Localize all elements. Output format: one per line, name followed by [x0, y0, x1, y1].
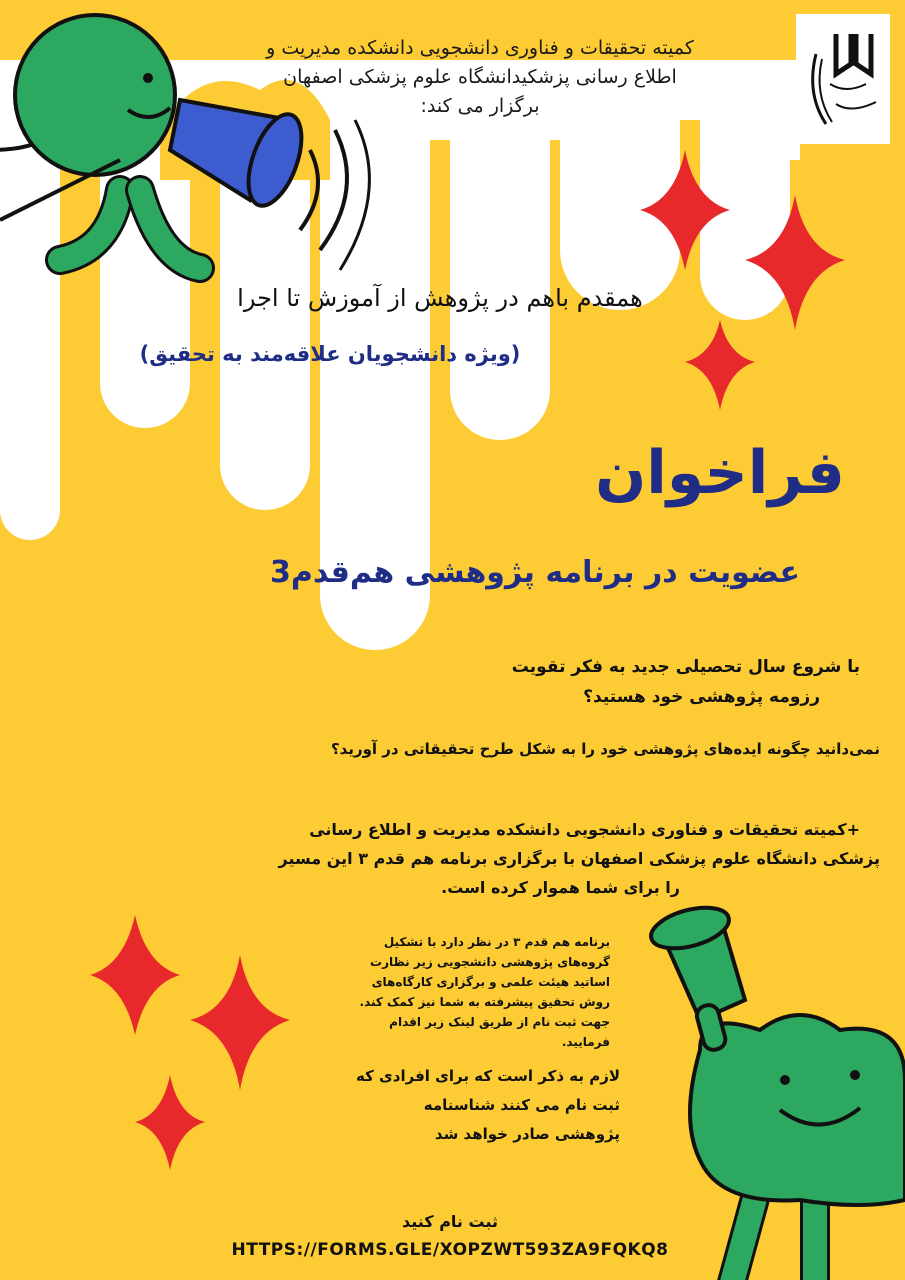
organizer-line2: اطلاع رسانی پزشکیدانشگاه علوم پزشکی اصفهان — [283, 66, 677, 88]
membership-title: عضویت در برنامه پژوهشی هم‌قدم3 — [270, 555, 800, 590]
register-label: ثبت نام کنید — [402, 1212, 498, 1231]
question-1-line1: با شروع سال تحصیلی جدید به فکر تقویت — [511, 657, 860, 677]
organizer-line3: برگزار می کند: — [420, 95, 540, 117]
organizer-text — [180, 34, 780, 121]
details-line2: گروه‌های پژوهشی دانشجویی زیر نظارت — [370, 955, 610, 969]
certificate-note — [250, 1062, 620, 1149]
details-line4: روش تحقیق پیشرفته به شما نیز کمک کند. — [359, 995, 610, 1009]
question-2: نمی‌دانید چگونه ایده‌های پژوهشی خود را به شکل طرح تحقیقاتی در آورید؟ — [330, 740, 880, 758]
note-line1: لازم به ذکر است که برای افرادی که — [356, 1067, 620, 1085]
organizer-line1: کمیته تحقیقات و فناوری دانشجویی دانشکده مدیریت و — [266, 37, 694, 59]
details-line5: جهت ثبت نام از طریق لینک زیر اقدام — [389, 1015, 610, 1029]
details-line3: اساتید هیئت علمی و برگزاری کارگاه‌های — [371, 975, 610, 989]
question-1 — [440, 652, 860, 712]
question-1-line2: رزومه پژوهشی خود هستید؟ — [583, 687, 820, 707]
register-link[interactable]: HTTPS://FORMS.GLE/XOPZWT593ZA9FQKQ8 — [231, 1240, 669, 1260]
call-title: فراخوان — [595, 438, 845, 508]
paragraph-line3: را برای شما هموار کرده است. — [441, 878, 680, 897]
paragraph-line1: +کمیته تحقیقات و فناوری دانشجویی دانشکده مدیریت و اطلاع رسانی — [309, 820, 860, 839]
details-line6: فرمایید. — [561, 1035, 610, 1049]
university-logo — [796, 14, 890, 144]
university-emblem-icon — [796, 14, 890, 144]
subtitle: (ویژه دانشجویان علاقه‌مند به تحقیق) — [139, 342, 521, 366]
note-line3: پژوهشی صادر خواهد شد — [434, 1125, 620, 1143]
note-line2: ثبت نام می کنند شناسنامه — [423, 1096, 620, 1114]
details-paragraph — [310, 932, 610, 1052]
details-line1: برنامه هم قدم ۳ در نظر دارد با تشکیل — [383, 935, 610, 949]
paragraph-line2: پزشکی دانشگاه علوم پزشکی اصفهان با برگزاری برنامه هم قدم ۳ این مسیر — [278, 849, 880, 868]
slogan: همقدم باهم در پژوهش از آموزش تا اجرا — [237, 284, 643, 312]
intro-paragraph — [180, 815, 880, 902]
